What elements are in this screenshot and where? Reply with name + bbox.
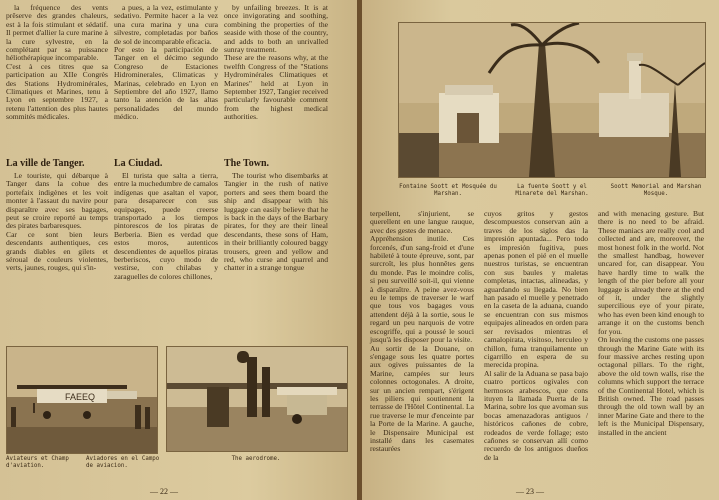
caption-aerodrome: The aerodrome. [231,456,281,462]
left-col3-intro [224,4,328,125]
photo-aviators [6,346,158,454]
right-page [362,0,719,500]
left-col1-intro-text: la fréquence des vents prêserve des grandes chaleurs, est à la fois stimulant et sédatif. Il permet d'allier la cure marine à la cure sylvestre, en la complétant par sa puissance héliothérapique incomparable. C'est à ces titres que sa participation au XIIe Congrès des Stations Hydrominérales, Climatiques et Marines, tenu à Lyon en septembre 1927, a retenu l'attention des plus hautes sommités médicales. [6,3,108,122]
left-col2-body-text: El turista que salta a tierra, entre la muchedumbre de camalos indígenas que asaltan el vapor, para desaparecer con sus equipages, puede creerse transportado a los tiempos pintorescos de los piratas de Berberia. Bien es verdad que estos moros, autenticos descendientes de aquellos piratas berberiscos, cuyo modo de vestirse, con chilabas y zaraguelles de colores chillones, [114,171,218,281]
page-number-right: — 23 — [516,487,544,496]
right-col2 [484,210,588,465]
right-col3 [598,210,704,440]
left-col1-intro [6,4,108,125]
left-page [0,0,357,500]
photo-aerodrome [166,346,348,452]
right-col1-text: terpellent, s'injurient, se querellent en une langue rauque, avec des gestes de menace. Appréhension inutile. Ces forcenés, d'un sang-froid et d'une habileté à toute épreuve, sont, par surcroît, les plus honnêtes gens du monde. Pas le moindre colis, si peu surveillé soit-il, qui vienne à disparaître. A peine avez-vous eu le temps de traverser le warf que tous vos bagages vous attendent déjà à la sortie, sous le regard un peu narquois de votre escogriffe, qui a poussé le souci jusqu'à les disposer pour la visite. Au sortir de la Douane, on s'engage sous les quatre portes aux ogives puissantes de la Marine, campées sur leurs colonnes octogonales. A droite, sur un ancien rempart, s'érigent les piliers qui soutiennent la terrasse de l'Hôtel Continental. La rue traverse le mur d'enceinte par la Porte de la Marine. A gauche, le Dispensaire Municipal est installé dans les casemates restaurées [370,209,474,454]
left-col1-body-text: Le touriste, qui débarque à Tanger dans la cohue des portefaix indigènes et les voit monter à l'assaut du navire pour disparaître avec ses bagages, peut se croire reporté au temps des pirates barbaresques. Car ce sont bien leurs descendants authentiques, ces grands diables en gilets et séroual de couleurs violentes, verts, jaunes, rouges, qui s'in- [6,171,108,273]
caption-aviators-fr: Aviateurs et Champ d'aviation. [6,456,69,469]
caption-aviators-es: Aviadores en el Campo de aviacion. [86,456,160,469]
svg-text:FAEEQ: FAEEQ [65,392,96,402]
heading-the-town: The Town. [224,158,270,169]
caption-fountain-en: Soott Memorial and Marshan Mosque. [610,184,702,197]
left-col3-intro-text: by unfailing breezes. It is at once invigorating and soothing, combining the properties of the seaside with those of the country, and adds to both an unrivalled sunray treatment. These are the reasons why, at the twelfth Congress of the "Stations Hydrominérales Climatiques et Marines" held at Lyon in September 1927, Tangier received particularly favourable comment from the highest medical authorities. [224,3,328,122]
left-col3-body [224,172,328,276]
airplane-image [7,347,157,453]
right-col3-text: and with menacing gesture. But there is no need to be afraid. These maniacs are really cool and collected and are, moreover, the most honest folk in the world. Not the smallest handbag, however uncared for, can disappear. You have hardly time to walk the length of the pier before all your luggage is already there at the end of it, under the slightly supercilious eye of your pirate, who has even been kind enough to arrange it on the customs bench for you. On leaving the customs one passes through the Marine Gate with its four massive arches resting upon octagonal pillars. To the right, above the old town walls, rise the columns which support the terrace of the Continental Hotel, which is British owned. The road passes through the old town wall by an inner Marine Gate and there to the left is the Municipal Dispensary, installed in the ancient [598,209,704,437]
photo-fountain-mosque [398,22,706,178]
heading-la-ville: La ville de Tanger. [6,158,85,169]
left-col1-body [6,172,108,276]
heading-la-ciudad: La Ciudad. [114,158,163,169]
left-col3-body-text: The tourist who disembarks at Tangier in the rush of native porters and sees them board the ship and disappear with his luggage can easily believe that he is back in the days of the Barbary pirates, for they are their lineal descendants, these sons of Ham, in their brilliantly coloured baggy trousers, green and yellow and red, who curse and quarrel and chatter in a strange tongue [224,171,328,273]
right-col1 [370,210,474,457]
caption-fountain-fr: Fontaine Soott et Mosquée du Marshan. [399,184,497,197]
left-col2-intro-text: a pues, a la vez, estimulante y sedativo. Permite hacer a la vez una cura marina y una cura silvestre, completadas por baños de sol de incomparable eficacia. Por esto la participación de Tanger en el décimo segundo Congreso de Estaciones Hidrominerales, Climaticas y Marinas, celebrado en Lyon en Septiembre del año 1927, llamo tanto la atención de las altas personalidades del mundo médico. [114,3,218,122]
mosque-image [399,23,705,177]
caption-fountain-es: La fuente Soott y el Minarete del Marshan. [515,184,589,197]
right-col2-text: cuyos gritos y gestos descompuestos conservan aún a traves de los siglos das la impresión apuntada... Pero todo es impresión fugitiva, pues apenas ponen el pié en el muelle nuestros turistas, se encuentran con sus baules y maletas completas, intactas, alineadas, y aguardando su llegada. No bien han pasado el muelle y penetrado en la caseta de la aduana, cuando se encuentran con sus mismos equipajes alineados en orden para ser revisados mientras el camalopirata, visitoso, herculeo y chillon, fuma tranquilamente un cigarrillo en espera de su merecida propina. Al salir de la Aduana se pasa bajo cuatro porticos ogivales con hermosos arabescos, que cons ituyen la llamada Puerta de la Marina, sobre los que avoman sus bocas amenazadoras antiguos / históricos cañones de cobre, rodeados de verde follage; esto cañones se conservan allí como recuerdo de los antiguos dueños de la [484,209,588,462]
page-number-left: — 22 — [150,487,178,496]
aerodrome-image [167,347,347,451]
left-col2-intro [114,4,218,125]
left-col2-body [114,172,218,284]
